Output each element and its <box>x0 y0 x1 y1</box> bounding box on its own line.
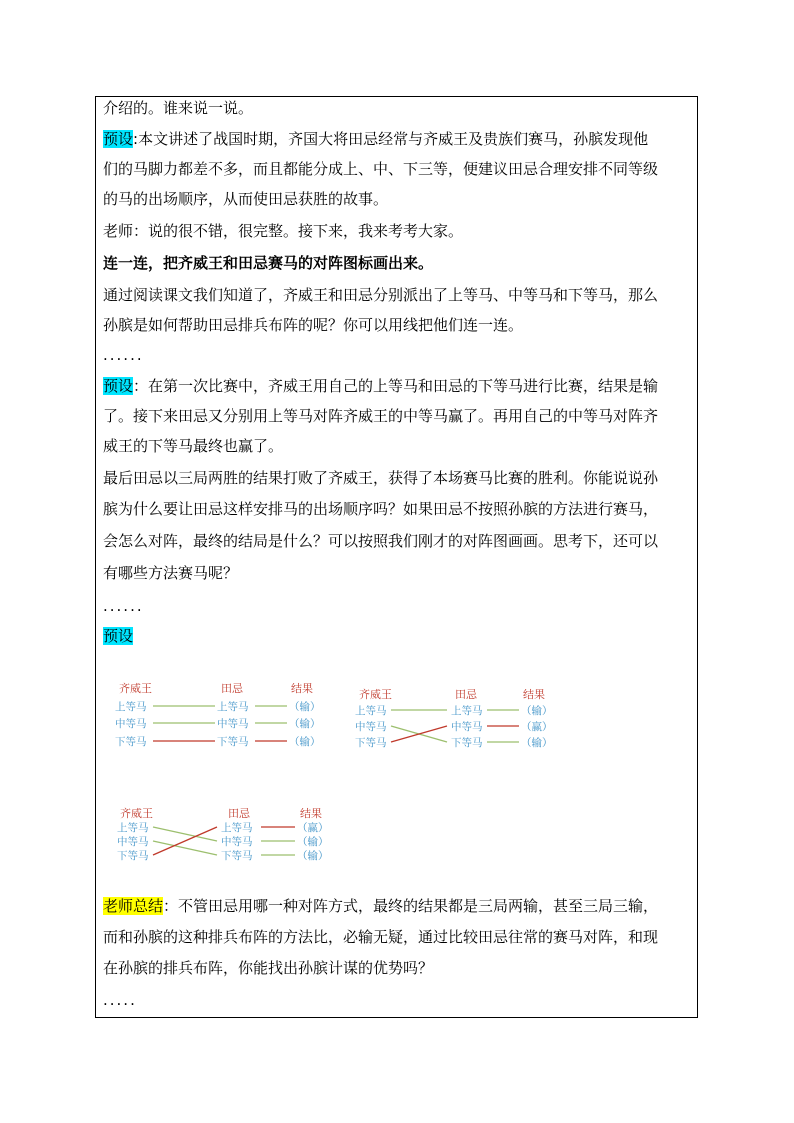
text: 有哪些方法赛马呢？ <box>103 564 239 582</box>
header-tianji: 田忌 <box>221 682 243 695</box>
right-item: 上等马 <box>451 705 483 717</box>
right-item: 下等马 <box>221 850 253 862</box>
paragraph-preset-1 <box>103 130 648 148</box>
left-item: 中等马 <box>117 836 149 848</box>
text: 威王的下等马最终也赢了。 <box>103 437 284 455</box>
left-item: 上等马 <box>115 701 147 713</box>
right-item: 中等马 <box>221 836 253 848</box>
result-item: （输） <box>289 736 321 748</box>
result-item: （赢） <box>521 721 553 733</box>
header-tianji: 田忌 <box>228 807 250 820</box>
preset-tag: 预设 <box>103 627 134 645</box>
right-item: 中等马 <box>217 718 249 730</box>
text: :本文讲述了战国时期，齐国大将田忌经常与齐威王及贵族们赛马，孙膑发现他 <box>133 130 649 148</box>
result-item: （输） <box>521 705 553 717</box>
right-item: 下等马 <box>451 737 483 749</box>
left-item: 中等马 <box>115 718 147 730</box>
header-result: 结果 <box>300 807 322 820</box>
result-item: （输） <box>297 836 329 848</box>
ellipsis <box>103 597 144 615</box>
text: ：在第一次比赛中，齐威王用自己的上等马和田忌的下等马进行比赛，结果是输 <box>133 377 659 395</box>
paragraph-summary <box>103 897 658 915</box>
text: ...... <box>103 597 144 615</box>
text: 的马的出场顺序，从而使田忌获胜的故事。 <box>103 190 389 208</box>
header-result: 结果 <box>523 688 545 701</box>
text: ..... <box>103 991 137 1009</box>
left-item: 下等马 <box>117 850 149 862</box>
text-line <box>103 469 658 487</box>
text: 连一连，把齐威王和田忌赛马的对阵图标画出来。 <box>103 254 434 272</box>
text: 了。接下来田忌又分别用上等马对阵齐威王的中等马赢了。再用自己的中等马对阵齐 <box>103 407 659 425</box>
right-item: 上等马 <box>217 701 249 713</box>
matchup-svg <box>117 804 337 866</box>
summary-tag: 老师总结 <box>103 897 164 915</box>
text-line <box>103 407 658 425</box>
left-item: 中等马 <box>355 721 387 733</box>
header-qiweiwang: 齐威王 <box>119 682 152 695</box>
paragraph-preset-2 <box>103 377 658 395</box>
header-tianji: 田忌 <box>455 688 477 701</box>
header-qiweiwang: 齐威王 <box>359 688 392 701</box>
result-item: （赢） <box>297 822 329 834</box>
match-line <box>153 827 217 855</box>
matchup-diagram-3 <box>117 804 337 866</box>
paragraph-intro <box>103 99 253 117</box>
preset-label <box>103 627 133 645</box>
text-line <box>103 190 388 208</box>
text-line <box>103 437 283 455</box>
text: 孙膑是如何帮助田忌排兵布阵的呢？你可以用线把他们连一连。 <box>103 316 524 334</box>
result-item: （输） <box>289 701 321 713</box>
text: 通过阅读课文我们知道了，齐威王和田忌分别派出了上等马、中等马和下等马，那么 <box>103 286 659 304</box>
result-item: （输） <box>297 850 329 862</box>
left-item: 上等马 <box>355 705 387 717</box>
text: 最后田忌以三局两胜的结果打败了齐威王，获得了本场赛马比赛的胜利。你能说说孙 <box>103 469 659 487</box>
paragraph-teacher <box>103 222 463 240</box>
text: ...... <box>103 346 144 364</box>
text-line <box>103 959 433 977</box>
header-result: 结果 <box>291 682 313 695</box>
matchup-diagram-2 <box>355 684 555 754</box>
text-line <box>103 286 658 304</box>
result-item: （输） <box>289 718 321 730</box>
result-item: （输） <box>521 737 553 749</box>
text: 膑为什么要让田忌这样安排马的出场顺序吗？如果田忌不按照孙膑的方法进行赛马， <box>103 500 659 518</box>
right-item: 中等马 <box>451 721 483 733</box>
text: 在孙膑的排兵布阵，你能找出孙膑计谋的优势吗？ <box>103 959 434 977</box>
text-line <box>103 532 658 550</box>
text-line <box>103 500 658 518</box>
left-item: 下等马 <box>115 736 147 748</box>
text: ：不管田忌用哪一种对阵方式，最终的结果都是三局两输，甚至三局三输， <box>163 897 659 915</box>
right-item: 上等马 <box>221 822 253 834</box>
left-item: 上等马 <box>117 822 149 834</box>
matchup-svg <box>355 684 555 754</box>
text: 而和孙膑的这种排兵布阵的方法比，必输无疑，通过比较田忌往常的赛马对阵，和现 <box>103 928 659 946</box>
left-item: 下等马 <box>355 737 387 749</box>
preset-tag: 预设 <box>103 377 134 395</box>
text: 会怎么对阵，最终的结局是什么？可以按照我们刚才的对阵图画画。思考下，还可以 <box>103 532 659 550</box>
match-line <box>153 827 217 841</box>
text-line <box>103 160 658 178</box>
matchup-svg <box>115 678 335 753</box>
text: 老师：说的很不错，很完整。接下来，我来考考大家。 <box>103 222 464 240</box>
text-line <box>103 928 658 946</box>
match-line <box>153 841 217 855</box>
preset-tag: 预设 <box>103 130 134 148</box>
header-qiweiwang: 齐威王 <box>120 807 153 820</box>
text-line <box>103 564 238 582</box>
ellipsis <box>103 991 137 1009</box>
task-heading <box>103 254 433 272</box>
text: 们的马脚力都差不多，而且都能分成上、中、下三等，便建议田忌合理安排不同等级 <box>103 160 659 178</box>
ellipsis <box>103 346 144 364</box>
text: 介绍的。谁来说一说。 <box>103 99 254 117</box>
matchup-diagram-1 <box>115 678 335 753</box>
text-line <box>103 316 523 334</box>
right-item: 下等马 <box>217 736 249 748</box>
